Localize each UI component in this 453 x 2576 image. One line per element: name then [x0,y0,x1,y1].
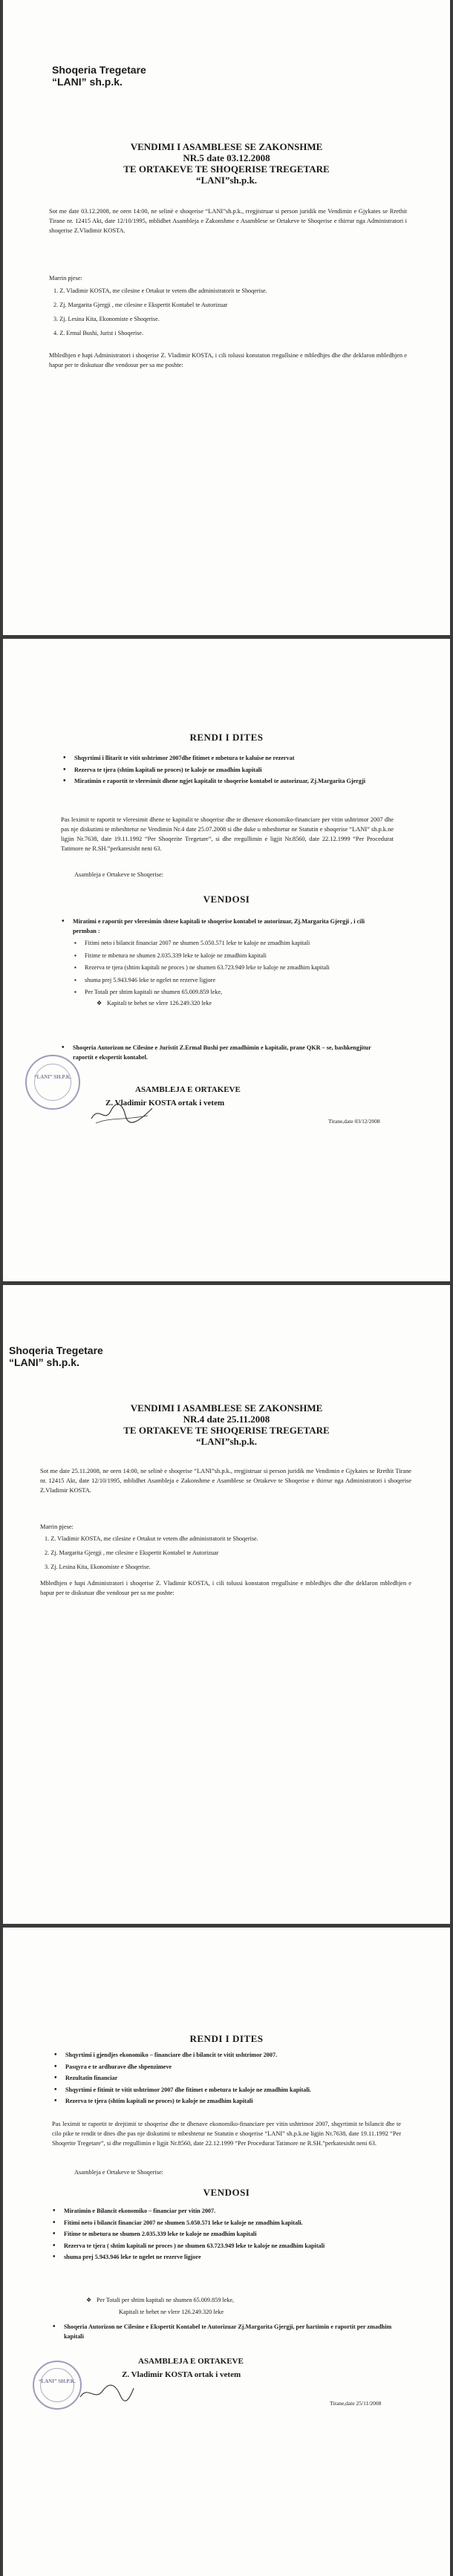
agenda-list [52,2051,386,2109]
list-item: • Rezerva te tjera (shtim kapitali ne proces) te kaloje ne zmadhim kapitali [61,766,380,775]
list-item: • Shqyrtimi i llitarit te vitit ushtrimor 2007dhe fitimet e mbetura te kaluise ne rezervat [61,754,380,764]
list-item: • Fitime te mbetura ne shumen 2.035.339 leke te kaloje ne zmadhim kapitali [50,2230,392,2240]
agenda-list [61,754,380,789]
capital-value-item: Kapitali te behet ne vlere 126.249.320 leke [107,999,212,1006]
decision-list [59,917,386,938]
decision-list [50,2207,392,2265]
total-increase-item: Per Totali per shtim kapitali ne shumen 65.009.859 leke, [85,989,223,995]
closing-paragraph: Mbledhjen e hapi Administratori i shoqerise Z. Vladimir KOSTA, i cili tolussi konstaton rregullsine e mbledhjes dhe dhe deklaron mbledhjen e hapur per te diskutuar dhe vendosur per sa me poshte: [49,352,407,368]
assembly-line: Asambleja e Ortakeve te Shoqerise: [74,871,163,878]
list-item: • Rezerva te tjera ( shtim kapitali ne proces ) ne shumen 63.723.949 leke te kaloje ne zmadhim kapitali [50,2242,392,2251]
reserves-item: Rezerva te tjera (shtim kapitali ne proces ) ne shumen 63.723.949 leke te kaloje ne zmadhim kapitali [85,964,330,971]
agenda-heading: RENDI I DITES [189,732,264,743]
list-item: • Rezultatin financiar [52,2074,386,2084]
list-item: 2. Zj. Margarita Gjergji , me cilesine e Ekspertit Kontabel te Autorizuar [45,1549,219,1556]
bullet-icon: ▪ [74,989,76,995]
signatory-line: Z. Vladimir KOSTA ortak i vetem [105,1099,225,1108]
document-page-1 [3,0,450,635]
decision-list-end [59,1044,386,1064]
company-name: Shoqeria Tregetare “LANI” sh.p.k. [9,1344,103,1368]
capital-value-item: Kapitali te behet ne vlere 126.249.320 leke [119,2308,224,2315]
decided-heading: VENDOSI [203,2187,250,2198]
document-page-4 [3,1928,450,2576]
decision-details [74,939,386,1011]
decision-title: VENDIMI I ASAMBLESE SE ZAKONSHME NR.4 date 25.11.2008 TE ORTAKEVE TE SHOQERISE TREGETARE “LANI”sh.p.k. [123,1402,330,1447]
list-item: • Rezerva te tjera (shtim kapitali ne proces) te kaloje ne zmadhim kapitali [52,2097,386,2107]
assembly-line: Asambleja e Ortakeve te Shoqerise: [74,2169,163,2176]
company-stamp: “LANI” SH.P.K. [33,2361,82,2410]
attendee-list [40,1535,411,1577]
list-item: • Shoqeria Autorizon ne Cilesine e Ekspertit Kontabel te Autorizuar Zj.Margarita Gjergji, per hartimin e raportit per zmadhim kapitali [50,2323,400,2341]
list-item: 4. Z. Ermal Bushi, Jurist i Shoqerise. [53,330,143,336]
bullet-icon: ▪ [74,976,76,983]
list-item: 3. Zj. Lesina Kita, Ekonomiste e Shoqerise. [45,1564,151,1570]
decision-date: Tirane,date 25/11/2008 [330,2400,382,2407]
intro-paragraph: Sot me date 25.11.2008, ne oren 14:00, ne selinë e shoqerise “LANI”sh.p.k., rregjistruar si person juridik me Vendimin e Gjykates se Rrethit Tirane nr. 12415 Akt, date 12/10/1995, mblidhet Asambleja e Zakonshme e Asamblese se Ortakeve te Shoqerise e thirrur nga Administratori i shoqerise Z.Vladimir KOSTA. [40,1468,411,1494]
net-profit-item: Fitimi neto i bilancit financiar 2007 ne shumen 5.050.571 leke te kaloje ne zmadhim kapitali [85,940,310,946]
list-item: 1. Z. Vladimir KOSTA, me cilesine e Ortakut te vetem dhe administratorit te Shoqerise. [45,1535,258,1542]
list-item: 1. Z. Vladimir KOSTA, me cilesine e Ortakut te vetem dhe administratorit te Shoqerise. [53,287,267,294]
list-item: • Pasqyra e te ardhurave dhe shpenzimeve [52,2063,386,2072]
list-item: • Shqyrtimi i gjendjes ekonomiko – financiare dhe i bilancit te vitit ushtrimor 2007. [52,2051,386,2061]
list-item: • Shoqeria Autorizon ne Cilesine e Juristit Z.Ermal Bushi per zmadhimin e kapitalit, prane QKR – se, bashkengjitur raportit e ekspertit kontabel. [59,1044,386,1062]
total-increase-item: Per Totali per shtim kapitali ne shumen 65.009.859 leke, [97,2297,235,2303]
closing-paragraph: Mbledhjen e hapi Administratori i shoqerise Z. Vladimir KOSTA, i cili tolussi konstaton rregullsine e mbledhjes dhe dhe deklaron mbledhjen e hapur per te diskutuar dhe vendosur per sa me poshte: [40,1580,411,1596]
company-stamp: “LANI” SH.P.K. [25,1055,80,1110]
decided-heading: VENDOSI [203,894,250,905]
present-label: Marrin pjese: [49,275,82,282]
document-page-2 [3,639,450,1281]
retained-profit-item: Fitime te mbetura ne shumen 2.035.339 leke te kaloje ne zmadhim kapitali [85,952,267,959]
diamond-icon: ❖ [86,2297,92,2303]
legal-basis-paragraph: Pas leximit te raportit te drejtimit te shoqerise dhe te dhenave ekonomiko-financiare per vitin ushtrimor 2007, shqyrtimit te bilancit dhe te cilo pike te rendit te dites dhe pas nje diskutimi te mbeshtetur ne Statutin e shoqerise “LANI” sh.p.k.ne ligjin Nr.7638, date 19.11.1992 “Per Shoqerite Tregetare”, si dhe rregullimin e ligjit Nr.8560, date 22.12.1999 “Per Procedurat Tatimore ne R.SH.”perkatesisht neni 63. [52,2121,401,2147]
list-item: 2. Zj. Margarita Gjergji , me cilesine e Ekspertit Kontabel te Autorizuar [53,302,228,308]
bullet-icon: ▪ [74,940,76,946]
list-item: • Miratimin e Bilancit ekonomiko – financiar per vitin 2007. [50,2207,392,2216]
list-item: • Miratimi e raportit per vleresimin shtese kapitali te shoqerise kontabel te autorizuar, Zj.Margarita Gjergji , i cili permban : [59,917,386,936]
legal-reserve-item: shuma prej 5.943.946 leke te ngelet ne rezerve ligjore [85,976,215,983]
attendee-list [49,287,407,343]
intro-paragraph: Sot me date 03.12.2008, ne oren 14:00, ne selinë e shoqerise “LANI”sh.p.k., rregjistruar si person juridik me Vendimin e Gjykates se Rrethit Tirane nr. 12415 Akt, date 12/10/1995, mblidhet Asambleja e Zakonshme e Asamblese se Ortakeve te Shoqerise e thirrur nga Administratori i shoqerise Z.Vladimir KOSTA. [49,208,407,234]
list-item: • Miratimin e raportit te vleresimit dhene ngjet kapitalit te shoqerise kontabel te autorizuar, Zj.Margarita Gjergji [61,777,380,787]
assembly-title: ASAMBLEJA E ORTAKEVE [138,2357,244,2366]
signature-scribble [88,1101,155,1128]
decision-date: Tirane,date 03/12/2008 [328,1118,380,1125]
bullet-icon: ▪ [74,952,76,959]
list-item: 3. Zj. Lesina Kita, Ekonomiste e Shoqerise. [53,316,160,322]
diamond-icon: ❖ [97,999,102,1006]
assembly-title: ASAMBLEJA E ORTAKEVE [135,1085,241,1094]
present-label: Marrin pjese: [40,1523,74,1530]
signatory-line: Z. Vladimir KOSTA ortak i vetem [122,2370,241,2379]
company-name: Shoqeria Tregetare “LANI” sh.p.k. [52,64,146,88]
decision-title: VENDIMI I ASAMBLESE SE ZAKONSHME NR.5 date 03.12.2008 TE ORTAKEVE TE SHOQERISE TREGETARE “LANI”sh.p.k. [123,141,330,186]
list-item: • Fitimi neto i bilancit financiar 2007 ne shumen 5.050.571 leke te kaloje ne zmadhim kapitali. [50,2219,392,2228]
list-item: • Shqyrtimi e fitimit te vitit ushtrimor 2007 dhe fitimet e mbetura te kaloje ne zmadhim kapitali. [52,2086,386,2095]
list-item: • shuma prej 5.943.946 leke te ngelet ne rezerve ligjore [50,2253,392,2263]
signature-scribble [77,2382,137,2404]
decision-list-end [50,2323,400,2344]
capital-details [86,2296,383,2317]
document-page-3 [3,1285,450,1924]
agenda-heading: RENDI I DITES [189,2033,264,2044]
legal-basis-paragraph: Pas leximit te raportit te vleresimit dhene te kapitalit te shoqerise dhe te dhenave ekonomiko-financiare per vitin ushtrimor 2007 dhe pas nje diskutimi te mbeshtetur ne Vendimin Nr.4 date 25.07.2008 si dhe duke u mbeshtetur ne Statutin e shoqerise “LANI” sh.p.k.ne ligjin Nr.7638, date 19.11.1992 “Per Shoqerite Tregetare”, si dhe rregullimin e ligjit Nr.8560, date 22.12.1999 “Per Procedurat Tatimore ne R.SH.”perkatesisht neni 63. [61,816,394,852]
bullet-icon: ▪ [74,964,76,971]
